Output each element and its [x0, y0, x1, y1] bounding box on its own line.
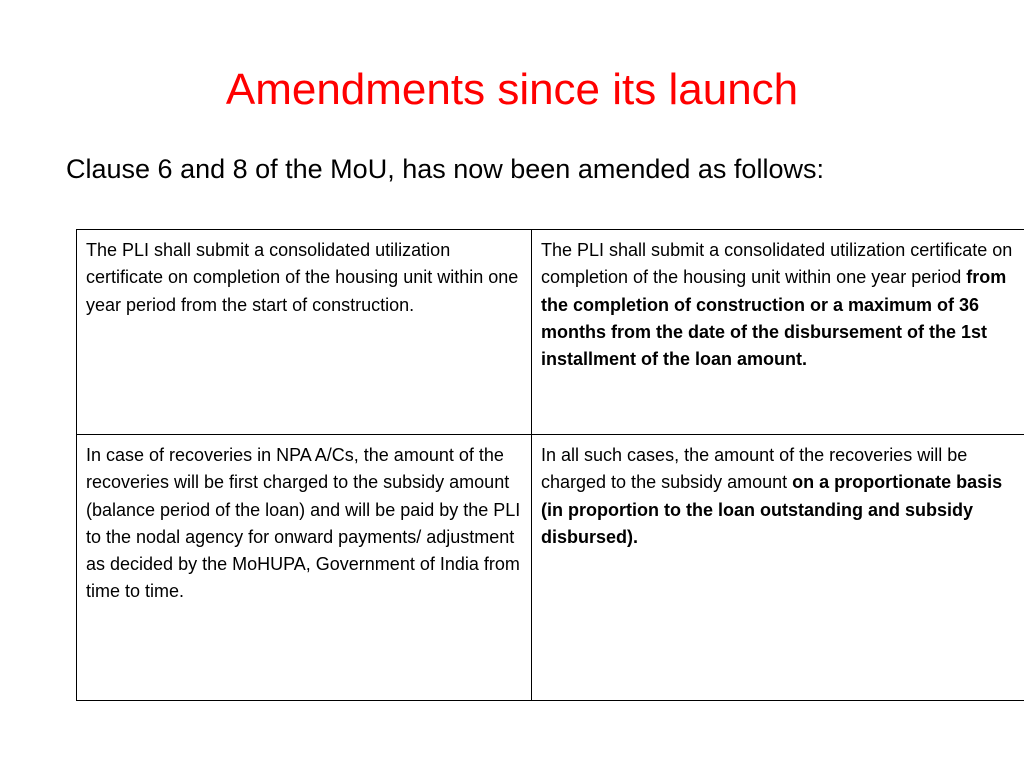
table-row [77, 435, 1024, 701]
table-row [77, 230, 1024, 435]
amended-clause-text: In all such cases, the amount of the recoveries will be charged to the subsidy amount [541, 445, 968, 493]
amended-clause-highlight: from the completion of construction or a maximum of 36 months from the date of the disbursement of the 1st installment of the loan amount. [541, 267, 1007, 370]
original-clause-text: The PLI shall submit a consolidated utilization certificate on completion of the housing unit within one year period from the start of construction. [86, 240, 519, 315]
slide-title: Amendments since its launch [225, 65, 799, 114]
amendment-table [76, 229, 1024, 701]
amended-clause-text: The PLI shall submit a consolidated utilization certificate on completion of the housing unit within one year period [541, 240, 1013, 288]
slide-subtitle: Clause 6 and 8 of the MoU, has now been amended as follows: [66, 154, 824, 184]
amended-clause-cell [532, 230, 1024, 435]
amended-clause-highlight: on a proportionate basis (in proportion to the loan outstanding and subsidy disbursed). [541, 472, 1003, 547]
amended-clause-cell [532, 435, 1024, 701]
original-clause-text: In case of recoveries in NPA A/Cs, the amount of the recoveries will be first charged to the subsidy amount (balance period of the loan) and will be paid by the PLI to the nodal agency for onward payments/ adjustment as decided by the MoHUPA, Government of India from time to time. [86, 445, 521, 602]
original-clause-cell [77, 435, 532, 701]
original-clause-cell [77, 230, 532, 435]
